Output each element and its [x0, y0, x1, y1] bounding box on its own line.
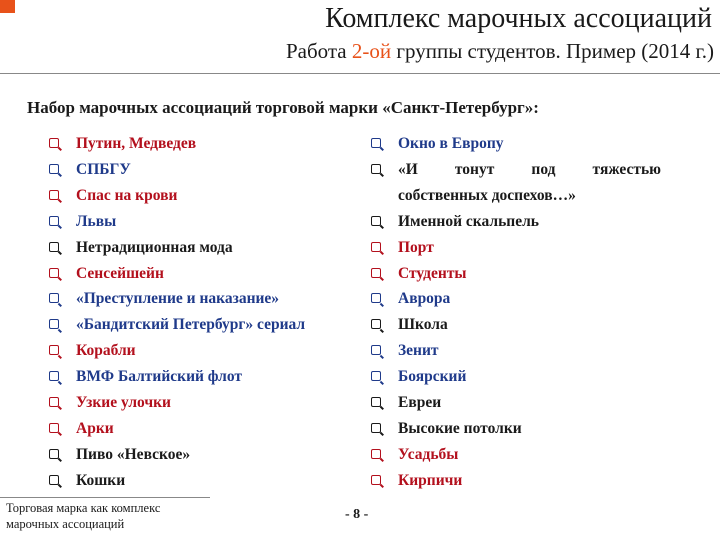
list-item-text: Студенты	[398, 264, 467, 282]
list-item-continuation	[371, 183, 661, 209]
list-item-text: «И тонут под тяжестью	[398, 160, 661, 178]
footer-caption	[6, 500, 216, 532]
list-item	[49, 286, 349, 312]
checkbox-bullet-icon	[371, 449, 381, 459]
list-item	[371, 261, 661, 287]
list-item-text: Узкие улочки	[76, 394, 171, 412]
list-item	[371, 235, 661, 261]
list-item-text: Зенит	[398, 342, 439, 360]
list-item-text: Львы	[76, 212, 117, 230]
list-item	[49, 183, 349, 209]
list-item-text: Кошки	[76, 471, 126, 489]
checkbox-bullet-icon	[49, 475, 59, 485]
list-item-text: ВМФ Балтийский флот	[76, 368, 242, 386]
list-item-text: Спас на крови	[76, 186, 178, 204]
list-item-text: Нетрадиционная мода	[76, 238, 233, 256]
footer-caption-line: марочных ассоциаций	[6, 517, 125, 531]
list-item	[371, 442, 661, 468]
checkbox-bullet-icon	[49, 449, 59, 459]
list-item	[49, 338, 349, 364]
list-item	[49, 390, 349, 416]
list-item	[49, 364, 349, 390]
checkbox-bullet-icon	[49, 319, 59, 329]
list-item	[49, 442, 349, 468]
list-item-text: Арки	[76, 419, 114, 437]
checkbox-bullet-icon	[49, 164, 59, 174]
list-item	[49, 157, 349, 183]
checkbox-bullet-icon	[371, 423, 381, 433]
list-item-text: Сенсейшейн	[76, 264, 164, 282]
list-item-text: Путин, Медведев	[76, 135, 197, 152]
checkbox-bullet-icon	[371, 475, 381, 485]
checkbox-bullet-icon	[371, 345, 381, 355]
list-item-text: Корабли	[76, 342, 136, 360]
checkbox-bullet-icon	[371, 397, 381, 407]
checkbox-bullet-icon	[49, 423, 59, 433]
checkbox-bullet-icon	[49, 371, 59, 381]
checkbox-bullet-icon	[49, 293, 59, 303]
checkbox-bullet-icon	[49, 268, 59, 278]
footer-caption-line: Торговая марка как комплекс	[6, 501, 161, 515]
checkbox-bullet-icon	[49, 216, 59, 226]
checkbox-bullet-icon	[49, 138, 59, 148]
list-item	[371, 312, 661, 338]
list-item	[49, 235, 349, 261]
checkbox-bullet-icon	[371, 319, 381, 329]
page-number: - 8 -	[345, 507, 369, 522]
list-item	[371, 338, 661, 364]
list-item-text: «Бандитский Петербург» сериал	[76, 316, 306, 334]
list-item	[49, 209, 349, 235]
list-item	[371, 286, 661, 312]
checkbox-bullet-icon	[49, 397, 59, 407]
checkbox-bullet-icon	[49, 242, 59, 252]
list-item-text: Порт	[398, 238, 434, 256]
subtitle-accent: 2-ой	[351, 39, 392, 63]
list-item-text: Усадьбы	[398, 445, 459, 463]
checkbox-bullet-icon	[371, 268, 381, 278]
list-item-text: Высокие потолки	[398, 419, 522, 437]
lead-text: Набор марочных ассоциаций торговой марки «Санкт-Петербург»:	[27, 98, 539, 117]
list-item	[371, 157, 661, 183]
checkbox-bullet-icon	[49, 345, 59, 355]
list-item-text: Аврора	[398, 290, 451, 308]
slide-subtitle	[286, 38, 714, 64]
list-item	[371, 468, 661, 494]
list-item	[371, 416, 661, 442]
list-item-text: собственных доспехов…»	[398, 186, 576, 204]
checkbox-bullet-icon	[371, 216, 381, 226]
checkbox-bullet-icon	[49, 190, 59, 200]
list-item	[371, 364, 661, 390]
checkbox-bullet-icon	[371, 242, 381, 252]
footer-divider	[0, 497, 210, 498]
list-item	[49, 416, 349, 442]
list-item-text: Пиво «Невское»	[76, 445, 191, 463]
list-item-text: «Преступление и наказание»	[76, 290, 280, 308]
header-divider	[0, 73, 720, 74]
subtitle-post: группы студентов. Пример (2014 г.)	[391, 39, 714, 63]
list-item	[49, 468, 349, 494]
corner-accent-mark	[0, 0, 15, 13]
checkbox-bullet-icon	[371, 293, 381, 303]
list-item	[49, 131, 349, 157]
list-item-text: Именной скальпель	[398, 212, 539, 230]
list-item	[49, 312, 349, 338]
list-item-text: СПБГУ	[76, 160, 131, 178]
checkbox-bullet-icon	[371, 164, 381, 174]
list-item-text: Евреи	[398, 394, 442, 412]
list-item	[371, 131, 661, 157]
list-item	[371, 209, 661, 235]
list-item	[371, 390, 661, 416]
list-item-text: Окно в Европу	[398, 135, 504, 152]
list-item-text: Кирпичи	[398, 471, 463, 489]
checkbox-bullet-icon	[371, 371, 381, 381]
list-item-text: Школа	[398, 316, 448, 334]
left-association-list	[49, 131, 349, 494]
list-item-text: Боярский	[398, 368, 467, 386]
list-item	[49, 261, 349, 287]
right-association-list	[371, 131, 661, 494]
slide-title: Комплекс марочных ассоциаций	[325, 3, 712, 34]
subtitle-pre: Работа	[285, 39, 352, 63]
checkbox-bullet-icon	[371, 138, 381, 148]
